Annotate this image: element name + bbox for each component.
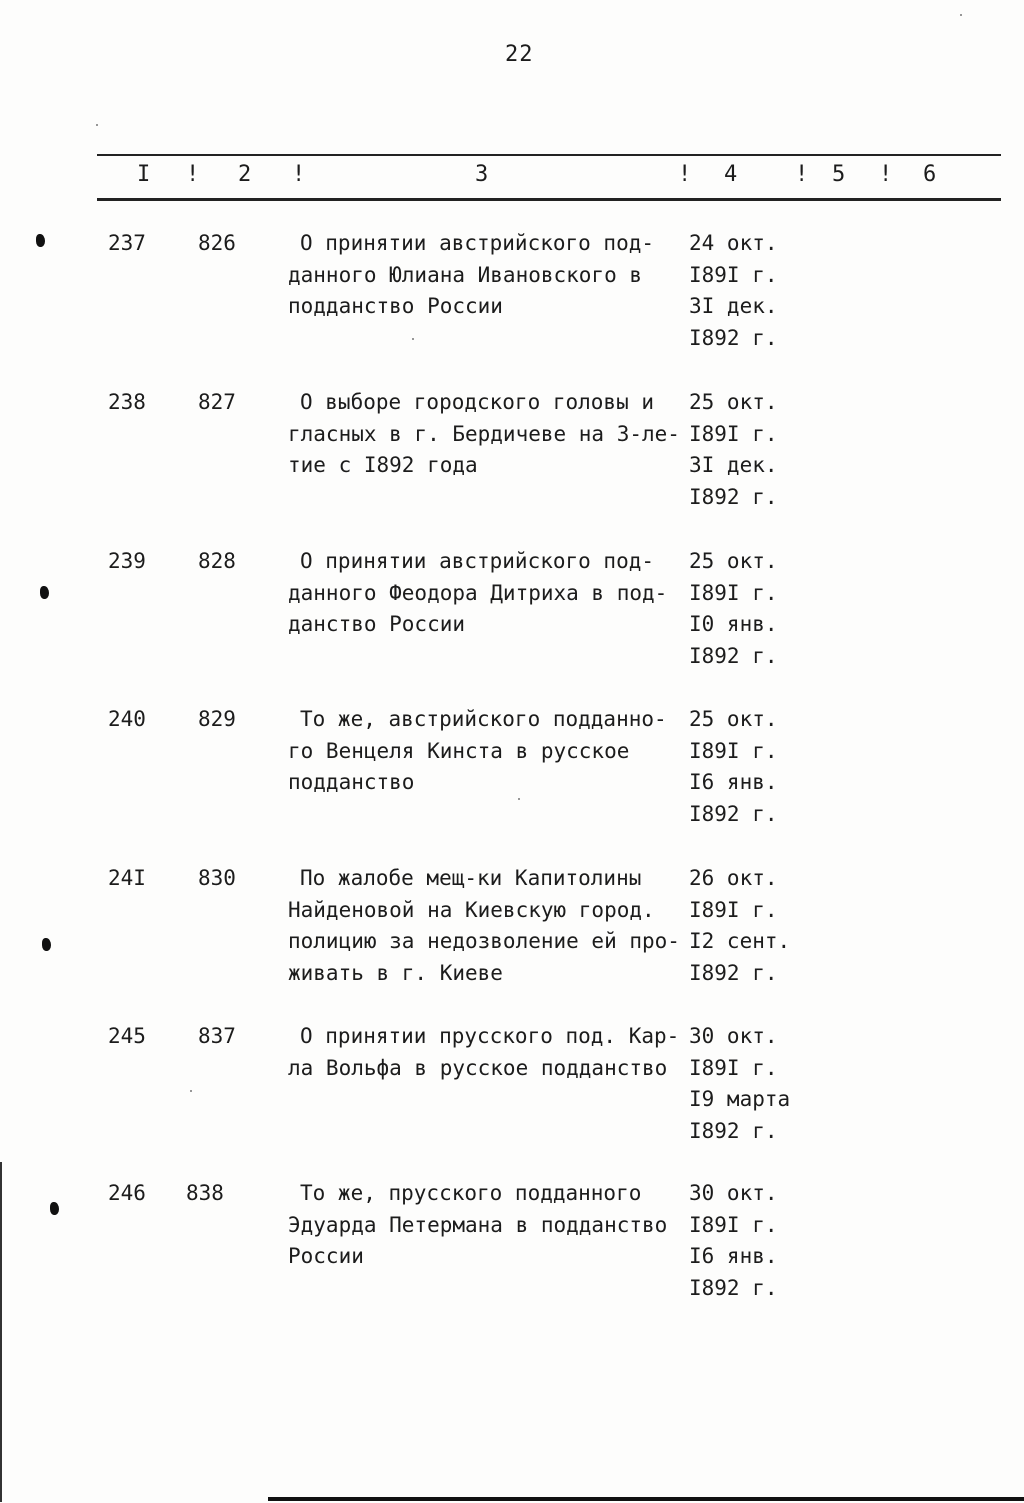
record-number: 240 <box>108 707 146 731</box>
date-start-day: 25 окт. <box>689 707 778 731</box>
column-header-2: 2 <box>238 162 252 187</box>
title-line: То же, австрийского подданно- <box>300 707 667 731</box>
date-start-year: I89I г. <box>689 738 778 763</box>
record-dates <box>689 704 809 830</box>
scan-speck <box>190 1090 192 1092</box>
binder-hole-mark <box>40 586 49 599</box>
date-end-year: I892 г. <box>689 1118 778 1143</box>
date-end-year: I892 г. <box>689 960 778 985</box>
date-start-year: I89I г. <box>689 262 778 287</box>
record-number: 24I <box>108 866 146 890</box>
date-start-year: I89I г. <box>689 897 778 922</box>
date-end-year: I892 г. <box>689 1275 778 1300</box>
column-header-1: I <box>137 162 151 187</box>
title-line: Эдуарда Петермана в подданство <box>288 1212 668 1237</box>
title-line: данного Юлиана Ивановского в <box>288 262 643 287</box>
column-separator: ! <box>292 162 306 187</box>
scan-left-edge <box>0 1162 2 1502</box>
title-line: гласных в г. Бердичеве на 3-ле- <box>288 421 680 446</box>
page-number: 22 <box>505 42 534 67</box>
date-end-day: I9 марта <box>689 1087 791 1111</box>
record-dates <box>689 1021 809 1147</box>
scan-speck <box>960 14 962 16</box>
record-title <box>288 1178 688 1273</box>
case-number: 830 <box>198 866 236 890</box>
column-header-3: 3 <box>475 162 489 187</box>
title-line: подданство России <box>288 294 503 318</box>
date-start-day: 30 окт. <box>689 1024 778 1048</box>
title-line: полицию за недозволение ей про- <box>288 929 680 953</box>
title-line: России <box>288 1244 364 1268</box>
title-line: Найденовой на Киевскую город. <box>288 897 655 922</box>
case-number: 829 <box>198 707 236 731</box>
column-separator: ! <box>186 162 200 187</box>
record-dates <box>689 387 809 513</box>
record-number: 237 <box>108 231 146 255</box>
record-title <box>288 1021 688 1084</box>
column-header-row <box>0 160 1024 194</box>
record-title <box>288 863 688 989</box>
title-line: О принятии прусского под. Кар- <box>300 1024 680 1048</box>
date-start-year: I89I г. <box>689 580 778 605</box>
date-start-day: 26 окт. <box>689 866 778 890</box>
date-end-day: I6 янв. <box>689 770 778 794</box>
title-line: О выборе городского головы и <box>300 390 655 414</box>
case-number: 838 <box>186 1181 224 1205</box>
date-start-day: 24 окт. <box>689 231 778 255</box>
column-separator: ! <box>678 162 692 187</box>
title-line: То же, прусского подданного <box>300 1181 642 1205</box>
date-end-day: I0 янв. <box>689 612 778 636</box>
binder-hole-mark <box>50 1202 59 1215</box>
record-number: 238 <box>108 390 146 414</box>
record-title <box>288 387 688 482</box>
record-number: 239 <box>108 549 146 573</box>
case-number: 828 <box>198 549 236 573</box>
title-line: О принятии австрийского под- <box>300 231 655 255</box>
scan-speck <box>412 338 414 340</box>
title-line: подданство <box>288 770 415 794</box>
binder-hole-mark <box>36 234 45 247</box>
record-title <box>288 704 688 799</box>
date-end-day: I2 сент. <box>689 929 791 953</box>
table-header-rule <box>97 198 1001 201</box>
title-line: ла Вольфа в русское подданство <box>288 1055 668 1080</box>
record-dates <box>689 1178 809 1304</box>
column-header-6: 6 <box>923 162 937 187</box>
date-end-year: I892 г. <box>689 325 778 350</box>
title-line: живать в г. Киеве <box>288 960 503 985</box>
title-line: О принятии австрийского под- <box>300 549 655 573</box>
date-end-year: I892 г. <box>689 484 778 509</box>
column-separator: ! <box>879 162 893 187</box>
date-end-year: I892 г. <box>689 801 778 826</box>
record-dates <box>689 228 809 354</box>
binder-hole-mark <box>42 938 51 951</box>
date-start-day: 25 окт. <box>689 549 778 573</box>
title-line: тие с I892 года <box>288 453 478 477</box>
scan-bottom-edge <box>268 1497 1024 1501</box>
date-end-day: 3I дек. <box>689 453 778 477</box>
title-line: данство России <box>288 612 466 636</box>
record-dates <box>689 546 809 672</box>
date-start-year: I89I г. <box>689 421 778 446</box>
record-title <box>288 546 688 641</box>
title-line: го Венцеля Кинста в русское <box>288 738 630 763</box>
date-start-year: I89I г. <box>689 1212 778 1237</box>
date-end-day: I6 янв. <box>689 1244 778 1268</box>
table-top-rule <box>97 154 1001 156</box>
record-number: 245 <box>108 1024 146 1048</box>
record-dates <box>689 863 809 989</box>
case-number: 837 <box>198 1024 236 1048</box>
column-header-5: 5 <box>832 162 846 187</box>
scan-speck <box>518 798 520 800</box>
date-start-day: 25 окт. <box>689 390 778 414</box>
scan-speck <box>96 124 98 126</box>
column-separator: ! <box>795 162 809 187</box>
title-line: данного Феодора Дитриха в под- <box>288 580 668 605</box>
date-start-year: I89I г. <box>689 1055 778 1080</box>
case-number: 827 <box>198 390 236 414</box>
date-end-year: I892 г. <box>689 643 778 668</box>
case-number: 826 <box>198 231 236 255</box>
column-header-4: 4 <box>724 162 738 187</box>
date-end-day: 3I дек. <box>689 294 778 318</box>
record-title <box>288 228 688 323</box>
record-number: 246 <box>108 1181 146 1205</box>
title-line: По жалобе мещ-ки Капитолины <box>300 866 642 890</box>
date-start-day: 30 окт. <box>689 1181 778 1205</box>
